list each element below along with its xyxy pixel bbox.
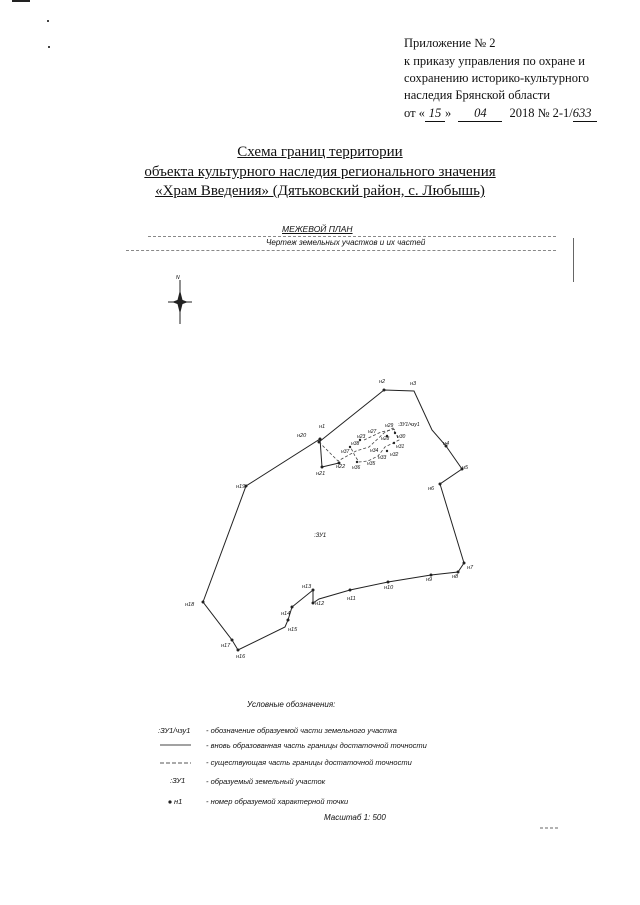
label-n3: н3 bbox=[410, 381, 417, 387]
label-n6: н6 bbox=[428, 486, 435, 492]
point-n7 bbox=[463, 562, 466, 565]
parcel-boundary bbox=[203, 390, 464, 650]
label-n14: н14 bbox=[281, 611, 291, 617]
legend-symbols bbox=[160, 745, 191, 804]
title-line: «Храм Введения» (Дятьковский район, с. Любышь) bbox=[155, 183, 485, 199]
point-n15 bbox=[287, 619, 290, 622]
point-n30 bbox=[394, 432, 396, 434]
label-n37: н37 bbox=[341, 449, 350, 455]
point-n11 bbox=[349, 589, 352, 592]
label-n27: н27 bbox=[368, 429, 377, 435]
label-part: :ЗУ1/чзу1 bbox=[398, 422, 420, 428]
label-n20: н20 bbox=[297, 433, 307, 439]
point-n20 bbox=[319, 438, 322, 441]
date-prefix: от « bbox=[404, 106, 425, 120]
point-n21 bbox=[321, 466, 324, 469]
compass-icon bbox=[168, 275, 192, 324]
legend-symbol-part: :ЗУ1/чзу1 bbox=[158, 726, 191, 735]
label-n32: н32 bbox=[390, 452, 399, 458]
label-n16: н16 bbox=[236, 654, 246, 660]
label-n7: н7 bbox=[467, 565, 474, 571]
label-n38: н38 bbox=[351, 441, 360, 447]
point-n14 bbox=[291, 606, 294, 609]
date-year: 2018 № 2-1/ bbox=[509, 106, 573, 120]
label-n12: н12 bbox=[315, 601, 325, 607]
date-mid: » bbox=[444, 106, 452, 120]
label-n17: н17 bbox=[221, 643, 231, 649]
label-n33: н33 bbox=[378, 455, 387, 461]
label-n28: н28 bbox=[381, 436, 390, 442]
point-n16 bbox=[237, 649, 240, 652]
legend-title: Условные обозначения: bbox=[247, 700, 336, 709]
date-day: 15 bbox=[425, 106, 445, 122]
point-n2 bbox=[383, 389, 386, 392]
label-n22: н22 bbox=[336, 464, 346, 470]
label-n19: н19 bbox=[236, 484, 246, 490]
label-n1: н1 bbox=[319, 424, 326, 430]
appendix-line: сохранению историко-культурного bbox=[404, 71, 590, 85]
legend-text: - образуемый земельный участок bbox=[206, 777, 326, 786]
label-n4: н4 bbox=[443, 441, 450, 447]
legend-text: - номер образуемой характерной точки bbox=[206, 797, 349, 806]
label-n35: н35 bbox=[367, 461, 376, 467]
point-n31 bbox=[393, 442, 395, 444]
label-n2: н2 bbox=[379, 379, 386, 385]
appendix-title: Приложение № 2 bbox=[404, 36, 496, 50]
point-labels bbox=[185, 379, 474, 660]
appendix-line: наследия Брянской области bbox=[404, 88, 551, 102]
appendix-line: к приказу управления по охране и bbox=[404, 54, 585, 68]
map-scale: Масштаб 1: 500 bbox=[324, 813, 386, 822]
point-n17 bbox=[231, 639, 234, 642]
label-n8: н8 bbox=[452, 574, 459, 580]
point-n32 bbox=[386, 450, 388, 452]
doc-number: 633 bbox=[573, 106, 597, 122]
boundary-points bbox=[202, 389, 466, 652]
point-n18 bbox=[202, 601, 205, 604]
title-line: Схема границ территории bbox=[237, 144, 403, 160]
legend-symbol-parcel: :ЗУ1 bbox=[170, 776, 186, 785]
legend-text: - вновь образованная часть границы достаточной точности bbox=[206, 741, 427, 750]
svg-text:N: N bbox=[176, 275, 180, 281]
point-n10 bbox=[387, 581, 390, 584]
label-n36: н36 bbox=[352, 465, 361, 471]
label-n29: н29 bbox=[385, 423, 394, 429]
label-n11: н11 bbox=[347, 596, 356, 602]
label-parcel: :ЗУ1 bbox=[314, 533, 327, 539]
date-month: 04 bbox=[458, 106, 502, 122]
plan-subheader: Чертеж земельных участков и их частей bbox=[266, 238, 426, 247]
point-n36 bbox=[356, 461, 358, 463]
label-n23: н23 bbox=[357, 434, 366, 440]
legend-text: - существующая часть границы достаточной точности bbox=[206, 758, 412, 767]
label-n21: н21 bbox=[316, 471, 326, 477]
label-n30: н30 bbox=[397, 434, 406, 440]
point-n6 bbox=[439, 483, 442, 486]
label-n5: н5 bbox=[462, 465, 469, 471]
plan-header: МЕЖЕВОЙ ПЛАН bbox=[282, 224, 353, 234]
label-n31: н31 bbox=[396, 444, 405, 450]
label-n18: н18 bbox=[185, 602, 195, 608]
title-line: объекта культурного наследия регионального значения bbox=[144, 164, 496, 180]
label-n10: н10 bbox=[384, 585, 394, 591]
legend-text: - обозначение образуемой части земельного участка bbox=[206, 726, 397, 735]
label-n34: н34 bbox=[370, 448, 379, 454]
label-n9: н9 bbox=[426, 577, 433, 583]
legend-symbol-point: н1 bbox=[174, 797, 183, 806]
point-n1 bbox=[318, 441, 321, 444]
label-n15: н15 bbox=[288, 627, 298, 633]
label-n13: н13 bbox=[302, 584, 312, 590]
point-n13 bbox=[312, 589, 315, 592]
